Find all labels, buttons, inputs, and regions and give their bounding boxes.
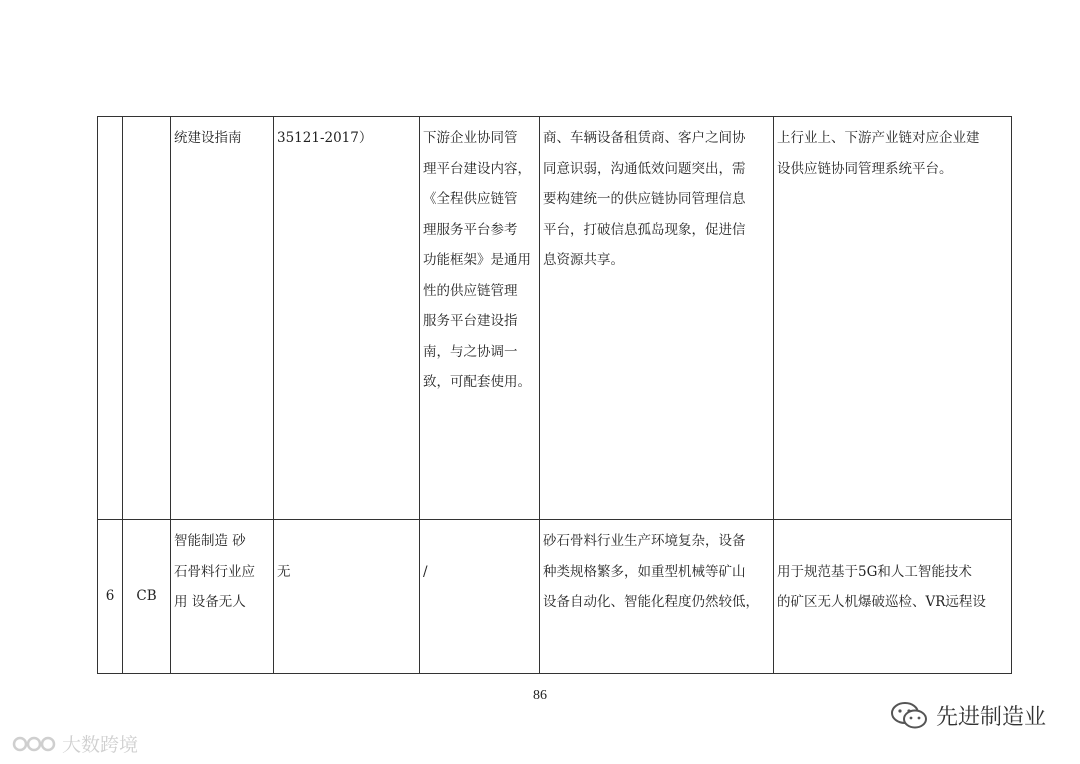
name-cell: 智能制造 砂 石骨料行业应 用 设备无人: [171, 520, 274, 674]
standard-cell: 35121-2017）: [274, 117, 420, 520]
table-row: [98, 117, 1012, 520]
code-cell: CB: [123, 520, 171, 674]
scope-cell: 用于规范基于5G和人工智能技术 的矿区无人机爆破巡检、VR远程设: [774, 520, 1012, 674]
seq-cell: 6: [98, 520, 123, 674]
page-number: 86: [533, 688, 547, 703]
standard-cell: 无: [274, 520, 420, 674]
seq-cell: [98, 117, 123, 520]
watermark-left-text: 大数跨境: [62, 734, 139, 756]
wechat-icon: [890, 701, 928, 731]
name-cell: 统建设指南: [171, 117, 274, 520]
code-cell: [123, 117, 171, 520]
logo-icon: [12, 734, 58, 754]
watermark-right: [890, 700, 1046, 731]
watermark-left: [12, 730, 138, 757]
standards-table: [97, 116, 1012, 674]
relation-cell: 下游企业协同管 理平台建设内容， 《全程供应链管 理服务平台参考 功能框架》是通用 性的供应链管理 服务平台建设指 南，与之协调一 致，可配套使用。: [420, 117, 540, 520]
watermark-right-text: 先进制造业: [935, 705, 1046, 730]
problem-cell: 砂石骨料行业生产环境复杂，设备 种类规格繁多，如重型机械等矿山 设备自动化、智能化程度仍然较低，: [540, 520, 774, 674]
problem-cell: 商、车辆设备租赁商、客户之间协 同意识弱，沟通低效问题突出，需 要构建统一的供应链协同管理信息 平台，打破信息孤岛现象，促进信 息资源共享。: [540, 117, 774, 520]
table-row: [98, 520, 1012, 674]
scope-cell: 上行业上、下游产业链对应企业建 设供应链协同管理系统平台。: [774, 117, 1012, 520]
relation-cell: /: [420, 520, 540, 674]
